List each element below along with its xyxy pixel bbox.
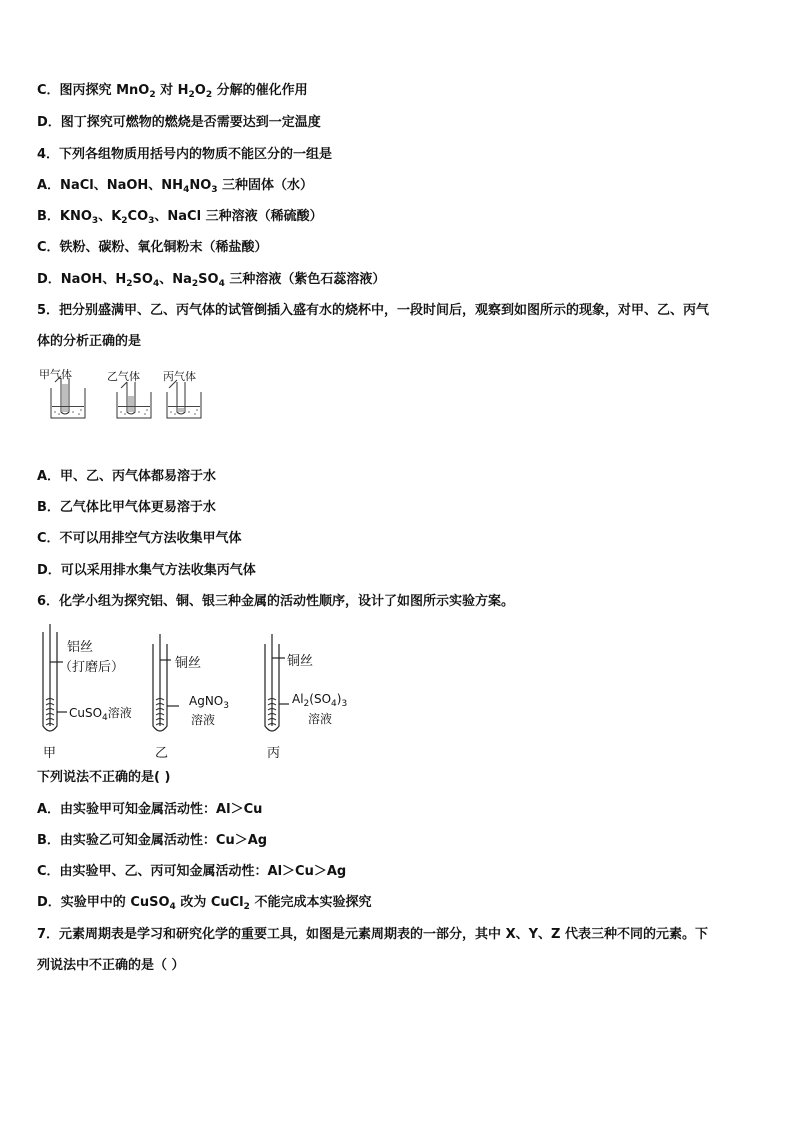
q5-option-a: A．甲、乙、丙气体都易溶于水 xyxy=(37,469,217,484)
fig6-tube1-wire-label: 铝丝 xyxy=(67,640,94,655)
fig6-tube1-solution-label: CuSO$_4$溶液 xyxy=(69,706,132,723)
fig6-caption-bing: 丙 xyxy=(267,746,281,761)
q4-stem: 4．下列各组物质用括号内的物质不能区分的一组是 xyxy=(37,147,333,162)
fig5-label-bing: 丙气体 xyxy=(163,370,196,383)
q6-option-d: D．实验甲中的 CuSO$_4$ 改为 CuCl$_2$ 不能完成本实验探究 xyxy=(37,895,372,912)
q6-option-c: C．由实验甲、乙、丙可知金属活动性：Al＞Cu＞Ag xyxy=(37,864,347,879)
q6-figure xyxy=(37,622,367,762)
q5-option-c: C．不可以用排空气方法收集甲气体 xyxy=(37,531,242,546)
q6-option-a: A．由实验甲可知金属活动性：Al＞Cu xyxy=(37,802,263,817)
q5-stem-line1: 5．把分别盛满甲、乙、丙气体的试管倒插入盛有水的烧杯中，一段时间后，观察到如图所示的现象，对甲、乙、丙气 xyxy=(37,303,710,318)
q4-option-b: B．$KNO_3$、$K_2CO_3$、NaCl 三种溶液（稀硫酸） xyxy=(37,209,323,226)
q4-option-d: D．NaOH、$H_2SO_4$、$Na_2SO_4$ 三种溶液（紫色石蕊溶液） xyxy=(37,272,386,289)
q4-option-c: C．铁粉、碳粉、氧化铜粉末（稀盐酸） xyxy=(37,240,268,255)
fig6-tube2-solution-label-2: 溶液 xyxy=(191,713,216,727)
q5-stem-line2: 体的分析正确的是 xyxy=(37,334,142,349)
q4-option-a: A．NaCl、NaOH、$NH_4NO_3$ 三种固体（水） xyxy=(37,178,314,195)
fig6-tube2-wire-label: 铜丝 xyxy=(175,656,202,671)
q7-stem-line2: 列说法中不正确的是（ ） xyxy=(37,958,185,973)
q7-stem-line1: 7．元素周期表是学习和研究化学的重要工具，如图是元素周期表的一部分，其中 X、Y、Z 代表三种不同的元素。下 xyxy=(37,927,708,942)
q5-option-b: B．乙气体比甲气体更易溶于水 xyxy=(37,500,216,515)
q3-option-c: C．图丙探究 MnO$_2$ 对 $H_2O_2$ 分解的催化作用 xyxy=(37,83,308,100)
fig6-tube3-solution-label: $Al_2(SO_4)_3$ xyxy=(292,692,348,709)
fig6-caption-yi: 乙 xyxy=(155,746,169,761)
fig5-label-jia: 甲气体 xyxy=(39,368,72,381)
fig6-tube1-note-label: （打磨后） xyxy=(59,660,125,675)
q6-option-b: B．由实验乙可知金属活动性：Cu＞Ag xyxy=(37,833,268,848)
fig5-beakers-drawing xyxy=(37,366,207,422)
fig6-tube3-wire-label: 铜丝 xyxy=(287,654,314,669)
q6-stem: 6．化学小组为探究铝、铜、银三种金属的活动性顺序，设计了如图所示实验方案。 xyxy=(37,594,515,609)
fig6-tube2-solution-label: AgNO$_3$ xyxy=(189,694,229,711)
q5-figure xyxy=(37,366,207,422)
fig5-label-yi: 乙气体 xyxy=(107,370,140,383)
fig6-caption-jia: 甲 xyxy=(43,746,57,761)
q6-ask: 下列说法不正确的是( ) xyxy=(37,770,171,785)
fig6-tube3-solution-label-2: 溶液 xyxy=(308,712,333,726)
q5-option-d: D．可以采用排水集气方法收集丙气体 xyxy=(37,563,256,578)
q3-option-d: D．图丁探究可燃物的燃烧是否需要达到一定温度 xyxy=(37,115,321,130)
